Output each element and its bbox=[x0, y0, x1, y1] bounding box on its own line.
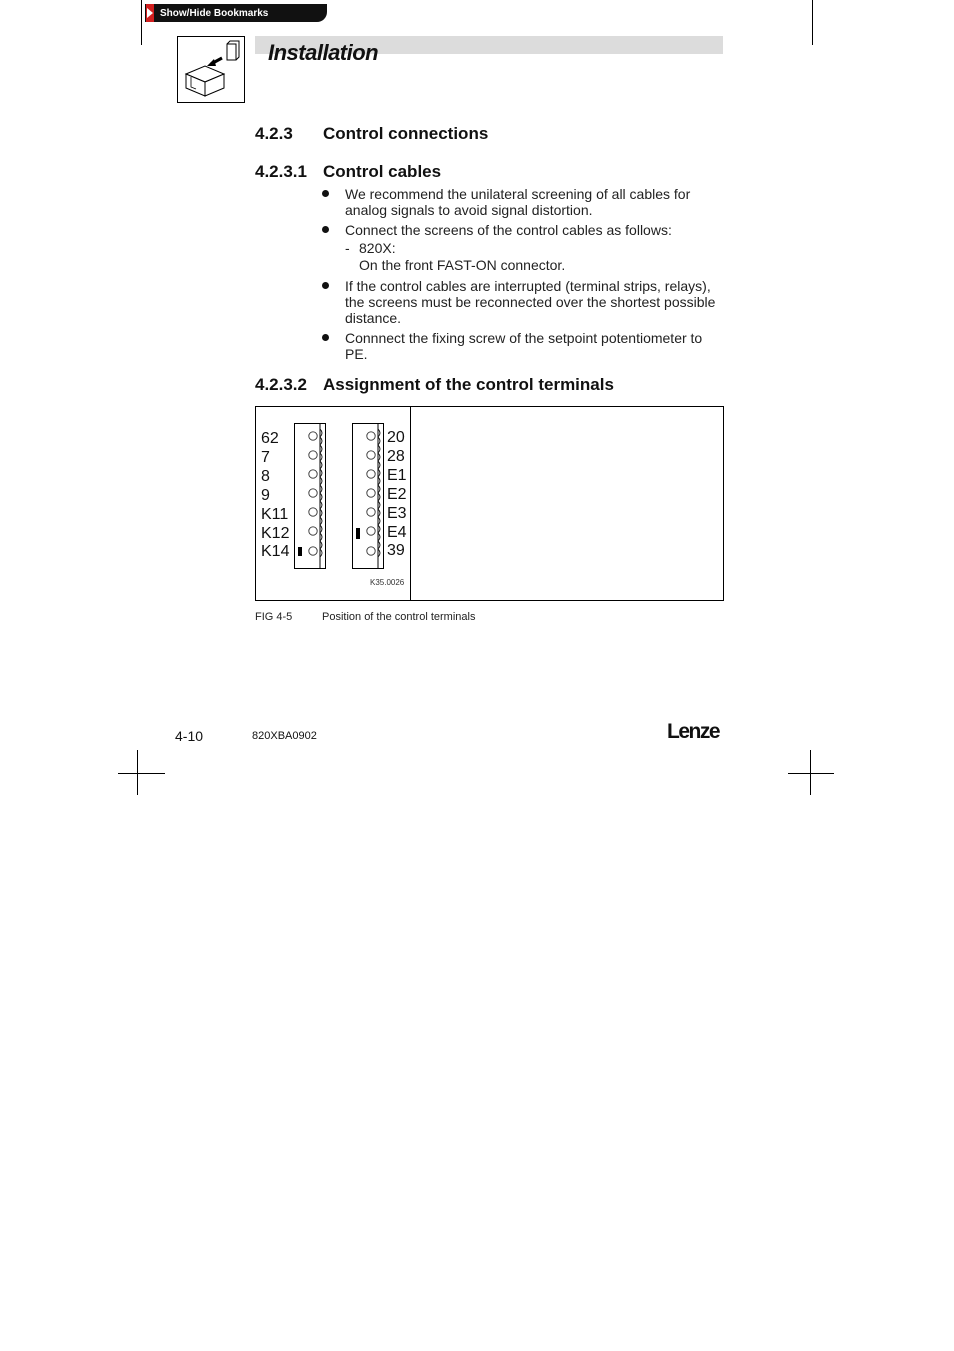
section-heading-4-2-3-2 bbox=[0, 375, 954, 397]
terminal-label: 28 bbox=[387, 447, 405, 465]
text-line: analog signals to avoid signal distortion. bbox=[345, 202, 593, 218]
bookmark-tab-label: Show/Hide Bookmarks bbox=[160, 7, 269, 19]
bullet-item bbox=[345, 330, 702, 362]
text-line: distance. bbox=[345, 310, 402, 326]
terminal-label: K14 bbox=[261, 543, 290, 561]
terminal-label: K12 bbox=[261, 524, 290, 542]
terminal-label: E2 bbox=[387, 485, 407, 503]
drawing-id: K35.0026 bbox=[370, 578, 405, 587]
figure-caption-number: FIG 4-5 bbox=[255, 611, 293, 623]
terminal-label: E1 bbox=[387, 466, 407, 484]
arrow-right-icon bbox=[146, 4, 154, 22]
sub-item bbox=[345, 240, 396, 256]
lenze-logo: Lenze bbox=[667, 720, 720, 743]
section-title: Assignment of the control terminals bbox=[323, 375, 614, 394]
installation-box-icon bbox=[177, 36, 245, 103]
bullet-icon bbox=[322, 190, 329, 197]
bullet-icon bbox=[322, 282, 329, 289]
figure-divider bbox=[410, 406, 411, 601]
bullet-icon bbox=[322, 226, 329, 233]
crop-mark bbox=[812, 0, 813, 45]
crop-mark bbox=[118, 773, 165, 774]
crop-mark bbox=[141, 0, 142, 45]
terminal-label: 39 bbox=[387, 542, 405, 560]
section-title: Control connections bbox=[323, 124, 489, 143]
section-number: 4.2.3.2 bbox=[255, 375, 307, 394]
bullet-item bbox=[345, 186, 690, 218]
terminal-label: K11 bbox=[261, 505, 289, 523]
text-line: the screens must be reconnected over the shortest possible bbox=[345, 294, 716, 310]
section-heading-4-2-3 bbox=[0, 124, 954, 146]
left-terminal-labels bbox=[261, 430, 289, 562]
crop-mark bbox=[788, 773, 834, 774]
figure-caption-text: Position of the control terminals bbox=[322, 611, 476, 623]
document-id: 820XBA0902 bbox=[252, 730, 317, 742]
text-line: PE. bbox=[345, 346, 368, 362]
text-line: Connnect the fixing screw of the setpoint potentiometer to bbox=[345, 330, 703, 346]
right-terminal-labels bbox=[387, 429, 407, 561]
terminal-label: 62 bbox=[261, 430, 279, 447]
text-line: 820X: bbox=[359, 240, 396, 256]
terminal-label: 9 bbox=[261, 486, 270, 504]
bullet-item bbox=[345, 278, 715, 326]
terminal-label: 8 bbox=[261, 467, 270, 485]
bullet-item bbox=[345, 222, 672, 238]
terminal-label: 20 bbox=[387, 429, 405, 446]
text-line: On the front FAST-ON connector. bbox=[359, 257, 566, 273]
section-title: Control cables bbox=[323, 162, 442, 181]
show-hide-bookmarks-button[interactable] bbox=[145, 4, 327, 22]
section-number: 4.2.3.1 bbox=[255, 162, 307, 181]
terminal-label: E4 bbox=[387, 523, 407, 541]
page-title: Installation bbox=[268, 40, 379, 65]
terminal-label: E3 bbox=[387, 504, 407, 522]
text-line: If the control cables are interrupted (terminal strips, relays), bbox=[345, 278, 711, 294]
dash: - bbox=[345, 240, 350, 256]
bullet-icon bbox=[322, 334, 329, 341]
text-line: Connect the screens of the control cables as follows: bbox=[345, 222, 672, 238]
page-number: 4-10 bbox=[175, 728, 204, 744]
terminal-strips-drawing bbox=[294, 423, 384, 569]
section-number: 4.2.3 bbox=[255, 124, 293, 143]
text-line: We recommend the unilateral screening of all cables for bbox=[345, 186, 691, 202]
terminal-label: 7 bbox=[261, 448, 270, 466]
section-heading-4-2-3-1 bbox=[0, 162, 954, 184]
